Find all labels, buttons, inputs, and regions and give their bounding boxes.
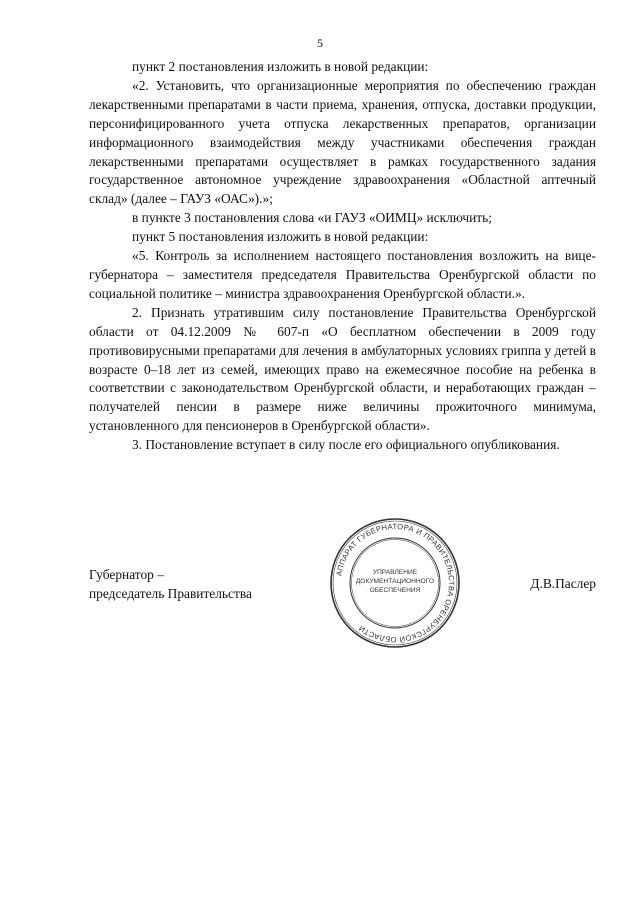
page-number: 5 xyxy=(317,36,323,50)
signer-title-line2: председатель Правительства xyxy=(89,586,252,601)
official-stamp xyxy=(329,517,461,649)
signer-title-line1: Губернатор – xyxy=(89,567,164,582)
paragraph-amend-item-5: пункт 5 постановления изложить в новой редакции: xyxy=(132,229,429,245)
paragraph-new-item-5: «5. Контроль за исполнением настоящего постановления возложить на вице-губернатора – заместителя председателя Правительства Оренбургской области по социальной политике – министра здравоохранения Оренбургской области.». xyxy=(89,248,596,301)
paragraph-amend-item-2: пункт 2 постановления изложить в новой редакции: xyxy=(132,59,429,74)
signature-block xyxy=(89,521,596,685)
signer-title xyxy=(89,565,252,603)
stamp-center-line2: ДОКУМЕНТАЦИОННОГО xyxy=(355,578,435,585)
paragraph-entry-into-force: 3. Постановление вступает в силу после его официального опубликования. xyxy=(132,437,560,453)
signer-name: Д.В.Паслер xyxy=(530,576,596,591)
paragraph-item-3-exclusion: в пункте 3 постановления слова «и ГАУЗ «ОИМЦ» исключить; xyxy=(132,210,492,226)
paragraph-new-item-2: «2. Установить, что организационные мероприятия по обеспечению граждан лекарственными препаратами в части приема, хранения, отпуска, доставки продукции, персонифицированного учета отпуска лекарственных препаратов, организации информационного взаимодействия между участниками обеспечения граждан лекарственными препаратами осуществляет в рамках государственного задания государственное автономное учреждение здравоохранения «Областной аптечный склад» (далее – ГАУЗ «ОАС»).»; xyxy=(89,77,596,207)
stamp-center-line3: ОБЕСПЕЧЕНИЯ xyxy=(369,587,421,594)
document-body xyxy=(89,58,596,455)
paragraph-repeal: 2. Признать утратившим силу постановление Правительства Оренбургской области от 04.12.2009 № 607-п «О бесплатном обеспечении в 2009 году противовирусными препаратами для лечения в амбулаторных условиях гриппа у детей в возрасте 0–18 лет из семей, имеющих право на ежемесячное пособие на ребенка в соответствии с законодательством Оренбургской области, и неработающих граждан – получателей пенсии в размере ниже величины прожиточного минимума, установленного для пенсионеров в Оренбургской области». xyxy=(89,304,596,434)
stamp-center-line1: УПРАВЛЕНИЕ xyxy=(372,569,418,576)
stamp-ring-text: АППАРАТ ГУБЕРНАТОРА И ПРАВИТЕЛЬСТВА ОРЕНБУРГСКОЙ ОБЛАСТИ xyxy=(334,521,457,645)
